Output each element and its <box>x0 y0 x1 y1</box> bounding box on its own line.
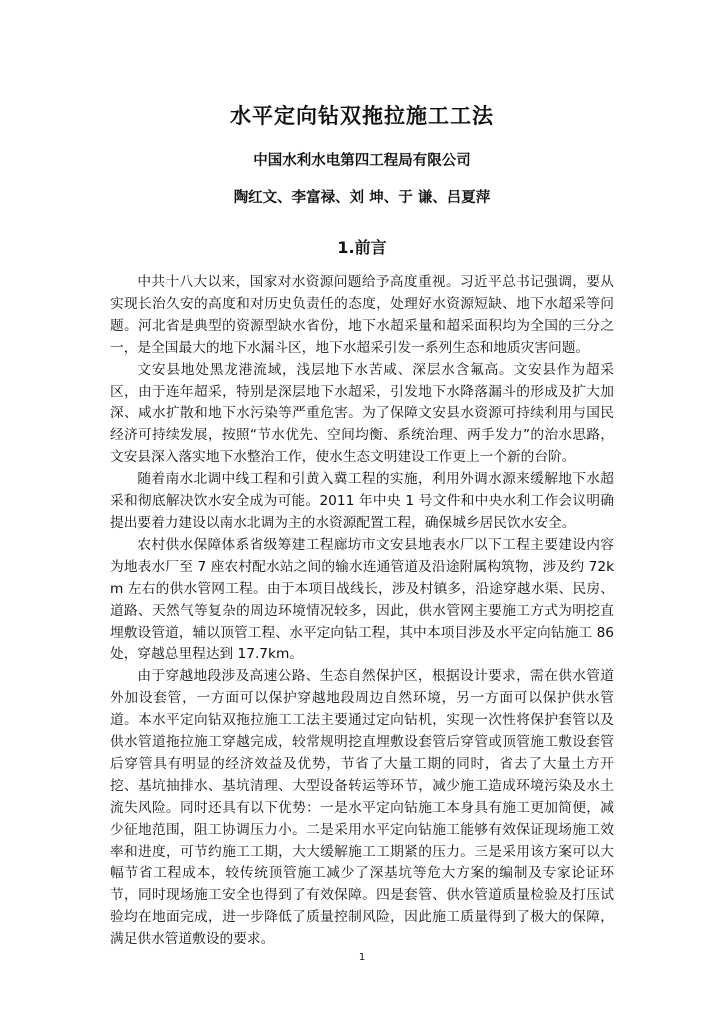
authors: 陶红文、李富禄、刘 坤、于 谦、吕夏萍 <box>233 190 491 206</box>
paragraph: 由于穿越地段涉及高速公路、生态自然保护区，根据设计要求，需在供水管道外加设套管，一方面可以保护穿越地段周边自然环境，另一方面可以保护供水管道。本水平定向钻双拖拉施工工法主要通过定向钻机，实现一次性将保护套管以及供水管道拖拉施工穿越完成，较常规明挖直埋敷设套管后穿管或顶管施工敷设套管后穿管具有明显的经济效益及优势，节省了大量工期的同时，省去了大量土方开挖、基坑抽排水、基坑清理、大型设备转运等环节，减少施工造成环境污染及水土流失风险。同时还具有以下优势：一是水平定向钻施工本身具有施工更加简便，减少征地范围，阻工协调压力小。二是采用水平定向钻施工能够有效保证现场施工效率和进度，可节约施工工期，大大缓解施工工期紧的压力。三是采用该方案可以大幅节省工程成本，较传统顶管施工减少了深基坑等危大方案的编制及专家论证环节，同时现场施工安全也得到了有效保障。四是套管、供水管道质量检验及打压试验均在地面完成，进一步降低了质量控制风险，因此施工质量得到了极大的保障，满足供水管道敷设的要求。 <box>110 668 614 948</box>
paragraph: 文安县地处黑龙港流域，浅层地下水苦咸、深层水含氟高。文安县作为超采区，由于连年超采，特别是深层地下水超采，引发地下水降落漏斗的形成及扩大加深、咸水扩散和地下水污染等严重危害。为了保障文安县水资源可持续利用与国民经济可持续发展，按照“节水优先、空间均衡、系统治理、两手发力”的治水思路，文安县深入落实地下水整治工作，使水生态文明建设工作更上一个新的台阶。 <box>110 361 614 466</box>
paragraph: 农村供水保障体系省级筹建工程廊坊市文安县地表水厂以下工程主要建设内容为地表水厂至 7 座农村配水站之间的输水连通管道及沿途附属构筑物，涉及约 72km 左右的供水管网工程。由于本项目战线长，涉及村镇多，沿途穿越水渠、民房、道路、天然气等复杂的周边环境情况较多，因此，供水管网主要施工方式为明挖直埋敷设管道，辅以顶管工程、水平定向钻工程，其中本项目涉及水平定向钻施工 86 处，穿越总里程达到 17.7km。 <box>110 536 614 663</box>
section-heading: 1.前言 <box>337 238 387 257</box>
organization: 中国水利水电第四工程局有限公司 <box>253 153 471 169</box>
page-number: 1 <box>358 952 366 963</box>
document-title: 水平定向钻双拖拉施工工法 <box>230 104 494 128</box>
body-text <box>110 272 614 951</box>
paragraph: 中共十八大以来，国家对水资源问题给予高度重视。习近平总书记强调，要从实现长治久安的高度和对历史负责任的态度，处理好水资源短缺、地下水超采等问题。河北省是典型的资源型缺水省份，地下水超采量和超采面积均为全国的三分之一，是全国最大的地下水漏斗区，地下水超采引发一系列生态和地质灾害问题。 <box>110 274 614 356</box>
paragraph: 随着南水北调中线工程和引黄入冀工程的实施，利用外调水源来缓解地下水超采和彻底解决饮水安全成为可能。2011 年中央 1 号文件和中央水利工作会议明确提出要着力建设以南水北调为主的水资源配置工程，确保城乡居民饮水安全。 <box>110 471 614 531</box>
